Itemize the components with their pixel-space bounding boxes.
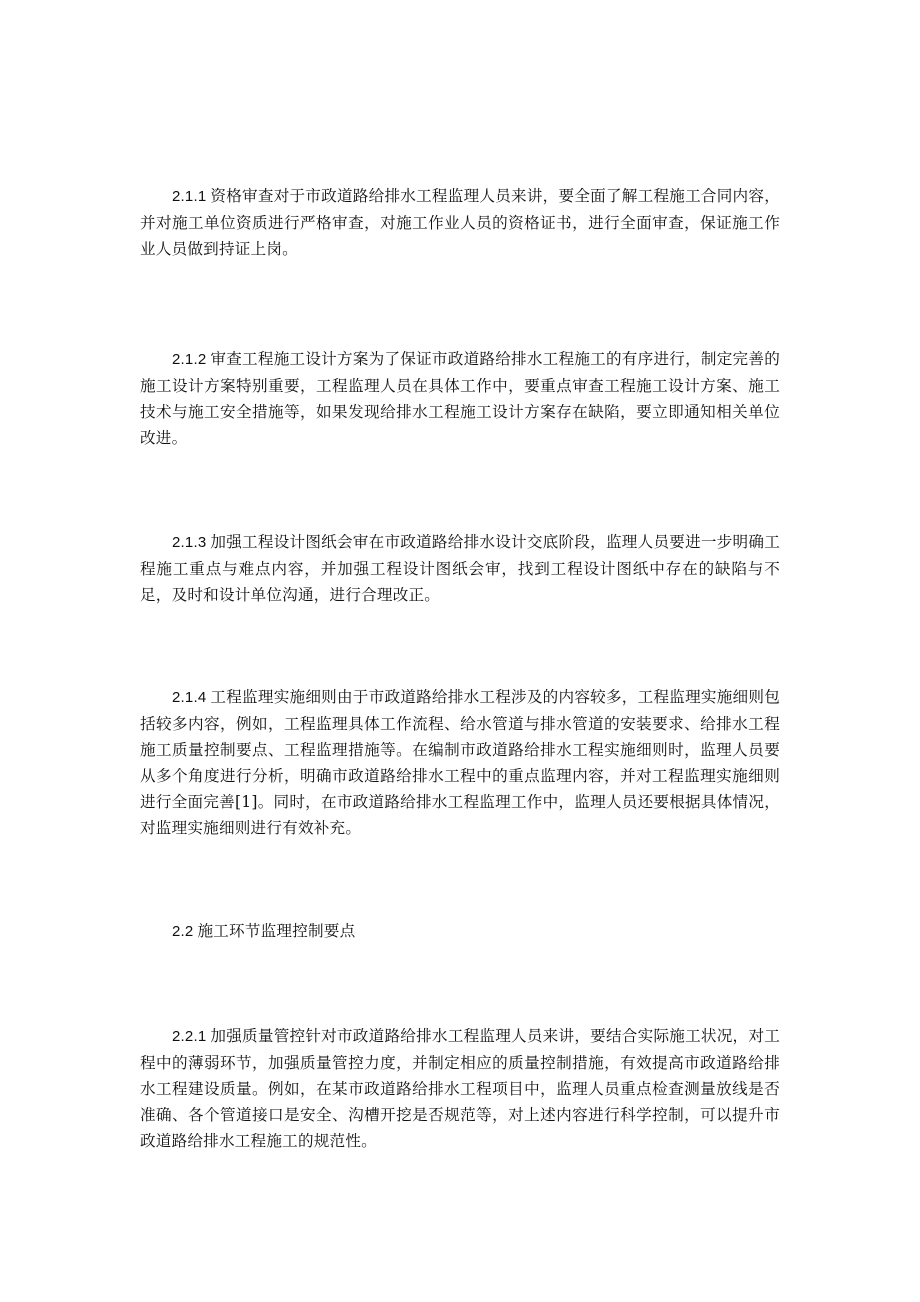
paragraph-2-1-3 xyxy=(140,529,780,608)
section-number: 2.1.3 xyxy=(172,534,207,551)
section-number: 2.1.2 xyxy=(172,351,207,368)
paragraph-2-2-1 xyxy=(140,1023,780,1154)
section-number: 2.2 xyxy=(172,923,194,940)
section-number: 2.1.1 xyxy=(172,188,207,205)
section-number: 2.1.4 xyxy=(172,689,207,706)
paragraph-text: 资格审查对于市政道路给排水工程监理人员来讲，要全面了解工程施工合同内容，并对施工单位资质进行严格审查，对施工作业人员的资格证书，进行全面审查，保证施工作业人员做到持证上岗。 xyxy=(140,187,780,258)
section-number: 2.2.1 xyxy=(172,1028,207,1045)
paragraph-text: 工程监理实施细则由于市政道路给排水工程涉及的内容较多，工程监理实施细则包括较多内容，例如，工程监理具体工作流程、给水管道与排水管道的安装要求、给排水工程施工质量控制要点、工程监理措施等。在编制市政道路给排水工程实施细则时，监理人员要从多个角度进行分析，明确市政道路给排水工程中的重点监理内容，并对工程监理实施细则进行全面完善[1]。同时，在市政道路给排水工程监理工作中，监理人员还要根据具体情况，对监理实施细则进行有效补充。 xyxy=(140,688,780,837)
paragraph-2-1-2 xyxy=(140,346,780,451)
paragraph-text: 加强工程设计图纸会审在市政道路给排水设计交底阶段，监理人员要进一步明确工程施工重点与难点内容，并加强工程设计图纸会审，找到工程设计图纸中存在的缺陷与不足，及时和设计单位沟通，进行合理改正。 xyxy=(140,533,780,604)
paragraph-text: 审查工程施工设计方案为了保证市政道路给排水工程施工的有序进行，制定完善的施工设计方案特别重要，工程监理人员在具体工作中，要重点审查工程施工设计方案、施工技术与施工安全措施等，如果发现给排水工程施工设计方案存在缺陷，要立即通知相关单位改进。 xyxy=(140,350,780,447)
paragraph-2-1-4 xyxy=(140,684,780,841)
paragraph-2-1-1 xyxy=(140,183,780,262)
heading-text: 施工环节监理控制要点 xyxy=(197,922,356,940)
paragraph-text: 加强质量管控针对市政道路给排水工程监理人员来讲，要结合实际施工状况，对工程中的薄弱环节，加强质量管控力度，并制定相应的质量控制措施，有效提高市政道路给排水工程建设质量。例如，在某市政道路给排水工程项目中，监理人员重点检查测量放线是否准确、各个管道接口是安全、沟槽开挖是否规范等，对上述内容进行科学控制，可以提升市政道路给排水工程施工的规范性。 xyxy=(140,1027,780,1150)
section-heading-2-2 xyxy=(140,918,780,945)
